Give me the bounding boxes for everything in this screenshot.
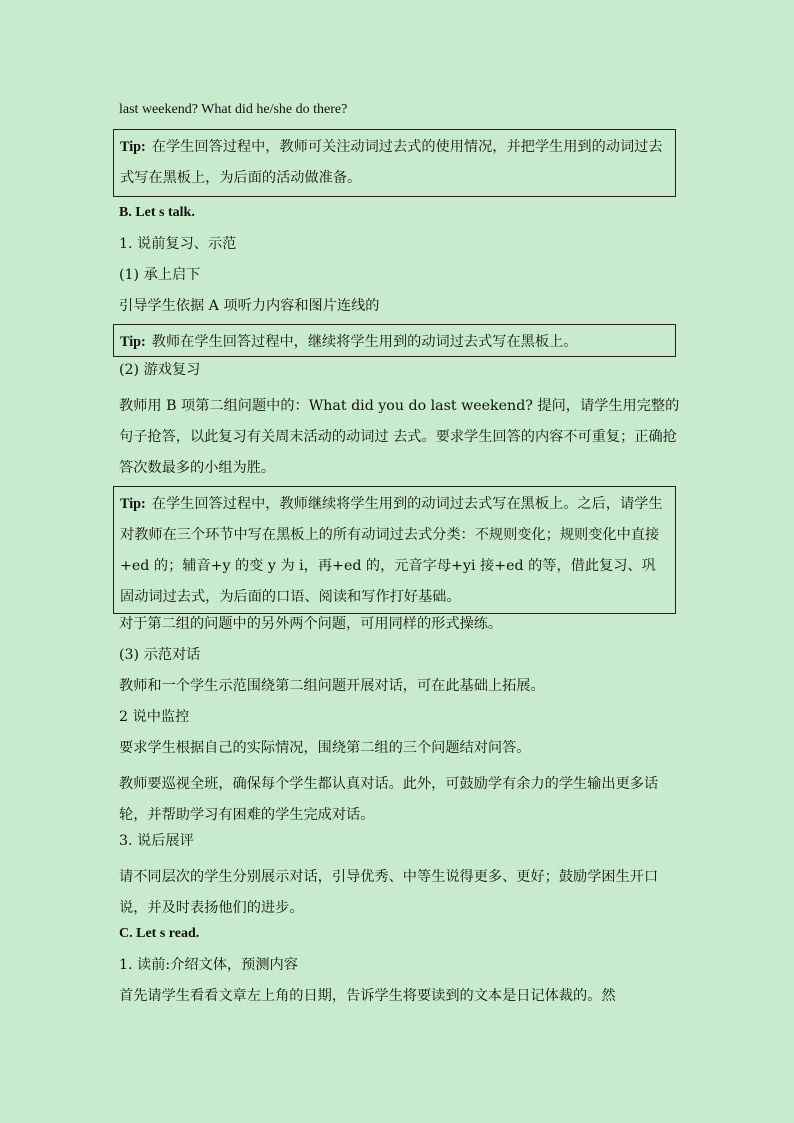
- text-line: (2) 游戏复习: [119, 362, 201, 378]
- text-line: 要求学生根据自己的实际情况，围绕第二组的三个问题结对问答。: [119, 740, 531, 756]
- text-line: 3. 说后展评: [119, 833, 194, 849]
- tip-box: [113, 129, 676, 197]
- text-line: 1. 说前复习、示范: [119, 236, 237, 252]
- text-paragraph: 请不同层次的学生分别展示对话，引导优秀、中等生说得更多、更好；鼓励学困生开口说，并及时表扬他们的进步。: [119, 869, 659, 916]
- text-line: last weekend? What did he/she do there?: [119, 102, 348, 117]
- section-heading-b: B. Let s talk.: [119, 205, 195, 220]
- tip-box: [113, 324, 676, 357]
- tip-text: 在学生回答过程中，教师可关注动词过去式的使用情况，并把学生用到的动词过去式写在黑板上，为后面的活动做准备。: [120, 139, 663, 186]
- text-line: 对于第二组的问题中的另外两个问题，可用同样的形式操练。: [119, 616, 503, 632]
- text-line: 2 说中监控: [119, 709, 190, 725]
- text-paragraph: 教师要巡视全班，确保每个学生都认真对话。此外，可鼓励学有余力的学生输出更多话轮，并帮助学习有困难的学生完成对话。: [119, 776, 659, 823]
- text-line: (3) 示范对话: [119, 647, 201, 663]
- tip-label: Tip:: [120, 139, 146, 155]
- text-line: (1) 承上启下: [119, 267, 201, 283]
- tip-label: Tip:: [120, 496, 146, 512]
- text-line: 1. 读前:介绍文体，预测内容: [119, 957, 298, 973]
- text-line: 首先请学生看看文章左上角的日期，告诉学生将要读到的文本是日记体裁的。然: [119, 988, 616, 1004]
- document-page: [119, 100, 681, 1017]
- tip-text: 在学生回答过程中，教师继续将学生用到的动词过去式写在黑板上。之后，请学生对教师在三个环节中写在黑板上的所有动词过去式分类：不规则变化；规则变化中直接+ed 的；辅音+y 的变 y 为 i，再+ed 的，元音字母+yi 接+ed 的等，借此复习、巩固动词过去式，为后面的口语、阅读和写作打好基础。: [120, 496, 663, 605]
- text-line: 教师和一个学生示范围绕第二组问题开展对话，可在此基础上拓展。: [119, 678, 545, 694]
- text-paragraph: 教师用 B 项第二组问题中的：What did you do last weekend? 提问，请学生用完整的句子抢答，以此复习有关周末活动的动词过 去式。要求学生回答的内容不可重复；正确抢答次数最多的小组为胜。: [119, 398, 680, 476]
- tip-text: 教师在学生回答过程中，继续将学生用到的动词过去式写在黑板上。: [151, 334, 578, 350]
- tip-label: Tip:: [120, 334, 146, 350]
- text-line: 引导学生依据 A 项听力内容和图片连线的: [119, 298, 380, 314]
- section-heading-c: C. Let s read.: [119, 926, 200, 941]
- tip-box: [113, 486, 676, 614]
